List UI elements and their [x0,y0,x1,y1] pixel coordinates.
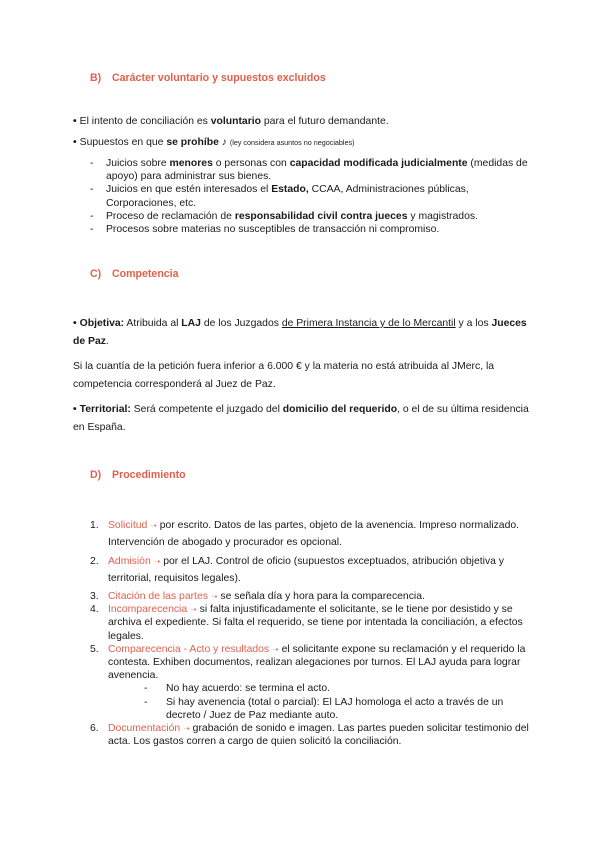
list-item: - Juicios en que estén interesados el Estado, CCAA, Administraciones públicas, Corporaciones, etc. [90,184,469,209]
bullet-icon: • [73,137,77,148]
section-b-title: Carácter voluntario y supuestos excluidos [112,72,326,84]
list-item: - Procesos sobre materias no susceptibles de transacción ni compromiso. [90,224,440,236]
section-d-heading [90,469,186,481]
competencia-objetiva-paragraph: • Objetiva: Atribuida al LAJ de los Juzgados de Primera Instancia y de lo Mercantil y a los Jueces de Paz. [73,318,527,347]
section-c-heading [90,268,179,280]
section-b-paragraph-voluntario: • El intento de conciliación es voluntario para el futuro demandante. [73,116,389,127]
list-item: 5. Comparecencia - Acto y resultados ➝ el solicitante expone su reclamación y el requerido la contesta. Exhiben documentos, realizan alegaciones por turnos. El LAJ ayuda para lograr avenencia. - No hay acuerdo: se termina el acto. - Si hay avenencia (total o parcial): El LAJ homologa el acto a través de un decreto / Juez de Paz mediante auto. [90,643,535,722]
arrow-right-icon: ➝ [153,557,161,566]
cuantia-paragraph: Si la cuantía de la petición fuera inferior a 6.000 € y la materia no está atribuida al JMerc, la competencia corresponderá al Juez de Paz. [73,361,495,390]
section-d-letter: D) [90,469,102,481]
arrow-right-icon: ➝ [210,592,218,601]
list-item: 3. Citación de las partes ➝ se señala día y hora para la comparecencia. [90,591,425,602]
arrow-right-icon: ➝ [150,521,157,530]
excluded-cases-list [90,157,530,236]
arrow-right-icon: ➝ [183,724,190,734]
music-note-icon: ♪ [218,137,230,148]
section-b-letter: B) [90,72,102,84]
sub-list-item: - Si hay avenencia (total o parcial): El LAJ homologa el acto a través de un decreto / Juez de Paz mediante auto. [144,696,504,721]
list-item: - Proceso de reclamación de responsabilidad civil contra jueces y magistrados. [90,210,478,222]
bullet-icon: • [73,318,77,329]
arrow-right-icon: ➝ [272,644,279,654]
competencia-territorial-paragraph: • Territorial: Será competente el juzgado del domicilio del requerido, o el de su última residencia en España. [73,404,529,433]
list-item: 1. Solicitud ➝ por escrito. Datos de las partes, objeto de la avenencia. Impreso normalizado. Intervención de abogado y procurador es opcional. [90,520,520,548]
section-c-letter: C) [90,268,102,280]
list-item: 6. Documentación ➝ grabación de sonido e imagen. Las partes pueden solicitar testimonio del acta. Los gastos corren a cargo de quien solicitó la conciliación. [90,723,529,748]
arrow-right-icon: ➝ [190,605,197,615]
procedure-steps-list [90,517,535,748]
list-item: 4. Incomparecencia ➝ si falta injustificadamente el solicitante, se le tiene por desistido y se archiva el expediente. Si falta el requerido, se tiene por intentada la conciliación, a efectos legales. [90,604,523,642]
bullet-icon: • [73,404,77,415]
bullet-icon: • [73,116,77,127]
list-item: 2. Admisión ➝ por el LAJ. Control de oficio (supuestos exceptuados, atribución objetiva y territorial, requisitos legales). [90,556,505,584]
section-d-title: Procedimiento [112,469,186,481]
section-b-paragraph-prohibe: • Supuestos en que se prohíbe ♪ (ley considera asuntos no negociables) [73,137,355,148]
section-b-heading [90,72,326,84]
list-item: - Juicios sobre menores o personas con capacidad modificada judicialmente (medidas de apoyo) para administrar sus bienes. [90,158,528,183]
sub-list-item: - No hay acuerdo: se termina el acto. [144,683,331,695]
section-c-title: Competencia [112,268,179,280]
